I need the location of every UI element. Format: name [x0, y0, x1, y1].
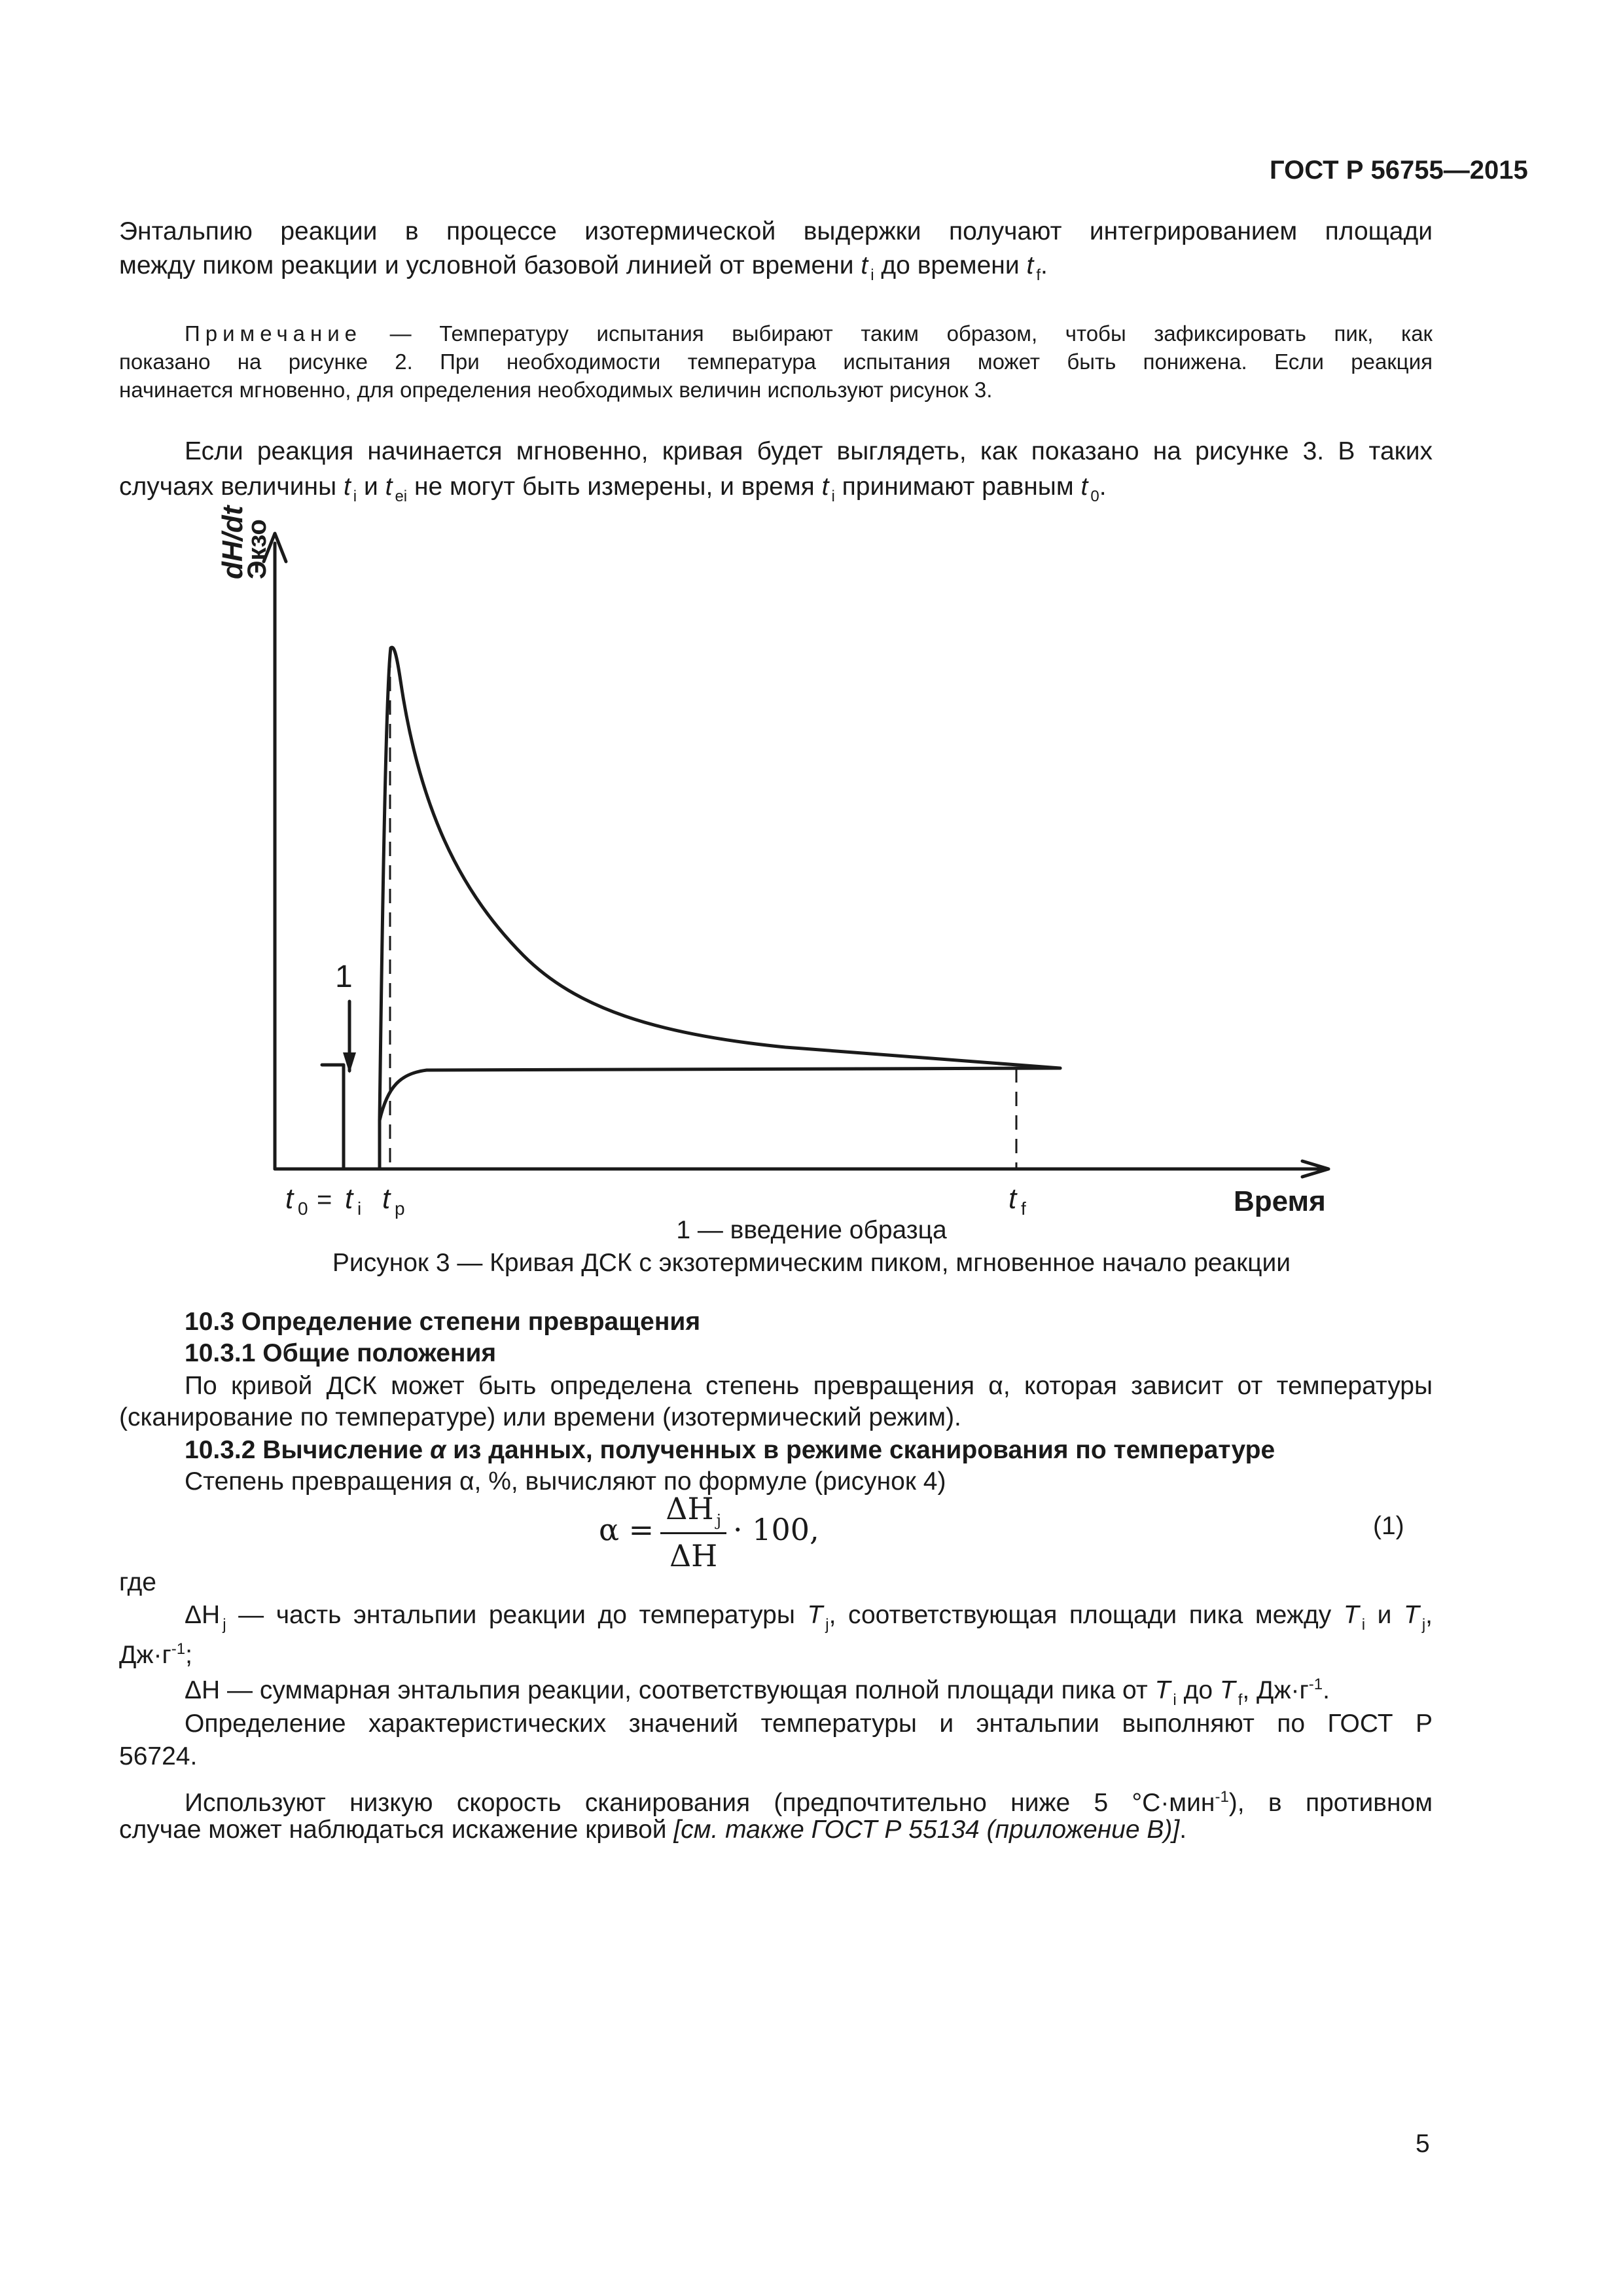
para2-line1: Если реакция начинается мгновенно, кривая будет выглядеть, как показано на рисунке 3. В таких — [185, 437, 1433, 465]
section-10-3-1-line1: По кривой ДСК может быть определена степень превращения α, которая зависит от температуры — [185, 1372, 1433, 1400]
section-10-3-1-line2: (сканирование по температуре) или времени (изотермический режим). — [119, 1403, 961, 1431]
baseline-before-step — [322, 1065, 380, 1169]
document-id: ГОСТ Р 56755—2015 — [1270, 156, 1528, 185]
dsc-curve — [380, 647, 1060, 1121]
tick-t0: t — [285, 1183, 294, 1215]
where-def1-line2: $Дж\cdot г^{-1}$; — [119, 1640, 192, 1669]
note-line2: показано на рисунке 2. При необходимости температура испытания может быть понижена. Если реакция — [119, 350, 1433, 374]
section-10-3-heading: 10.3 Определение степени превращения — [185, 1308, 701, 1336]
para4-line2: случае может наблюдаться искажение кривой [см. также ГОСТ Р 55134 (приложение В)]. — [119, 1816, 1187, 1844]
para3-line1: Определение характеристических значений температуры и энтальпии выполняют по ГОСТ Р — [185, 1710, 1433, 1738]
section-10-3-2-line1: Степень превращения α, %, вычисляют по формуле (рисунок 4) — [185, 1467, 946, 1496]
section-10-3-1-heading: 10.3.1 Общие положения — [185, 1339, 497, 1367]
page-number: 5 — [1416, 2130, 1430, 2158]
para1-line1: Энтальпию реакции в процессе изотермической выдержки получают интегрированием площади — [119, 217, 1433, 245]
tick-tf-sub: f — [1021, 1198, 1026, 1219]
reference-baseline — [380, 1068, 1060, 1121]
marker-label: 1 — [335, 960, 353, 994]
formula-1: α = $\frac{\Delta H _j}{\Delta H}$ · 100, — [599, 1491, 819, 1573]
y-axis-label: dH/dt — [217, 505, 249, 579]
tick-ti-sub: i — [357, 1198, 362, 1219]
tick-tp: t — [382, 1183, 391, 1215]
where-def1-line1: ΔH $_j$ — часть энтальпии реакции до температуры T $_j$, соответствующая площади пика между T $_i$ и T $_j$, — [185, 1601, 1433, 1634]
note-line1: Примечание — Температуру испытания выбирают таким образом, чтобы зафиксировать пик, как — [185, 321, 1433, 346]
para4-line1: Используют низкую скорость сканирования (предпочтительно ниже 5 °С·мин$^{-1}$), в противном — [185, 1788, 1433, 1817]
formula-fraction: $\frac{\Delta H _j}{\Delta H}$ — [660, 1491, 726, 1573]
figure-legend: 1 — введение образца — [676, 1216, 947, 1244]
para1-line2: между пиком реакции и условной базовой линией от времени t $_i$ до времени t $_f$. — [119, 251, 1048, 284]
tick-t0-sub: 0 — [298, 1198, 308, 1219]
note-line3: начинается мгновенно, для определения необходимых величин используют рисунок 3. — [119, 378, 993, 402]
figure-caption: Рисунок 3 — Кривая ДСК с экзотермическим пиком, мгновенное начало реакции — [332, 1249, 1291, 1277]
tick-tp-sub: p — [395, 1198, 405, 1219]
section-10-3-2-heading: 10.3.2 Вычисление α из данных, полученных в режиме сканирования по температуре — [185, 1436, 1275, 1464]
tick-ti: t — [345, 1183, 353, 1215]
formula-number: (1) — [1373, 1512, 1404, 1540]
y-axis-sublabel: Экзо — [243, 519, 272, 579]
where-def2: ΔH — суммарная энтальпия реакции, соответствующая полной площади пика от T $_i$ до T $_f$, $Дж\cdot г^{-1}$. — [185, 1676, 1330, 1709]
where-label: где — [119, 1568, 156, 1596]
tick-tf: t — [1008, 1183, 1017, 1215]
x-axis-label: Время — [1234, 1185, 1326, 1217]
para2-line2: случаях величины t $_i$ и t $_{ei}$ не могут быть измерены, и время t $_i$ принимают равным t $_0$. — [119, 473, 1107, 505]
para3-line2: 56724. — [119, 1742, 198, 1770]
tick-eq: = — [317, 1185, 332, 1214]
